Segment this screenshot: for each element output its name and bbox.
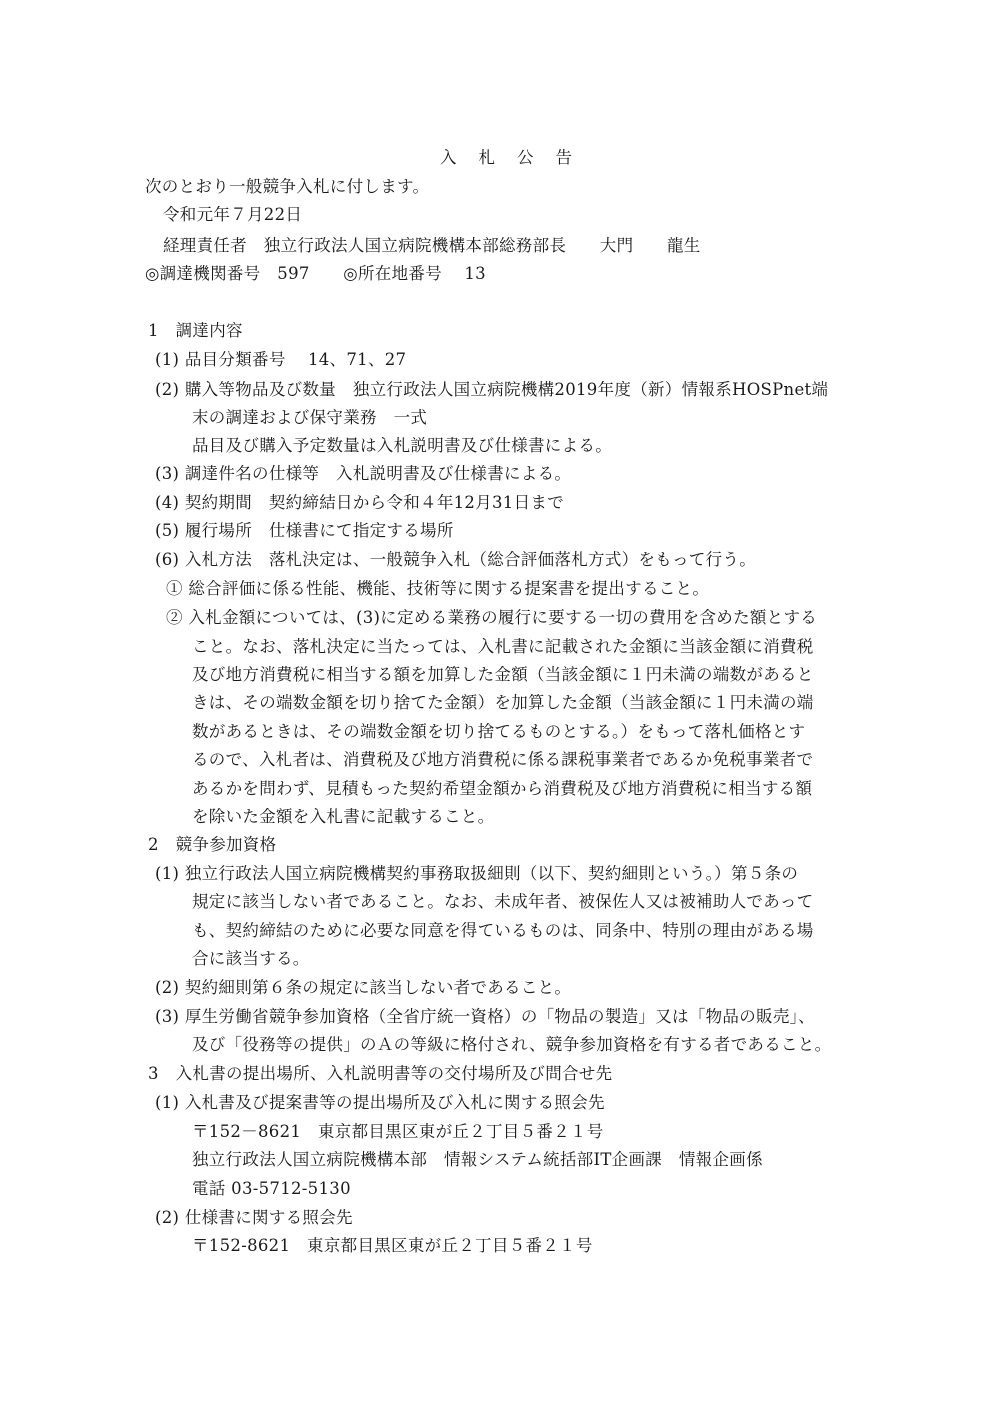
title-char: 入 [440, 148, 457, 167]
official-name: 経理責任者 独立行政法人国立病院機構本部総務部長 大門 龍生 [163, 236, 701, 255]
section-3-item-1: (1) 入札書及び提案書等の提出場所及び入札に関する照会先 [155, 1093, 605, 1112]
section-1-item-5: (5) 履行場所 仕様書にて指定する場所 [155, 521, 454, 540]
section-1-item-4: (4) 契約期間 契約締結日から令和４年12月31日まで [155, 493, 565, 512]
section-2-heading: 2 競争参加資格 [148, 835, 277, 854]
section-2-item-3-cont: 及び「役務等の提供」のＡの等級に格付され、競争参加資格を有する者であること。 [192, 1035, 832, 1054]
section-1-subitem-2-cont: を除いた金額を入札書に記載すること。 [192, 807, 495, 826]
section-2-item-1-cont: 合に該当する。 [192, 949, 310, 968]
section-1-subitem-2-cont: 及び地方消費税に相当する額を加算した金額（当該金額に１円未満の端数があると [192, 665, 814, 684]
section-2-item-1-cont: 規定に該当しない者であること。なお、未成年者、被保佐人又は被補助人であって [192, 892, 814, 911]
section-1-item-2: (2) 購入等物品及び数量 独立行政法人国立病院機構2019年度（新）情報系HOSPnet端 [155, 380, 829, 399]
section-2-item-3: (3) 厚生労働省競争参加資格（全省庁統一資格）の「物品の製造」又は「物品の販売」、 [155, 1007, 815, 1026]
section-1-subitem-2: ② 入札金額については、(3)に定める業務の履行に要する一切の費用を含めた額とする [166, 608, 818, 627]
section-1-subitem-2-cont: あるかを問わず、見積もった契約希望金額から消費税及び地方消費税に相当する額 [192, 779, 813, 798]
section-2-item-2: (2) 契約細則第６条の規定に該当しない者であること。 [155, 978, 572, 997]
section-1-item-1: (1) 品目分類番号 14、71、27 [155, 350, 407, 369]
section-1-subitem-2-cont: るので、入札者は、消費税及び地方消費税に係る課税事業者であるか免税事業者で [192, 750, 814, 769]
section-1-item-3: (3) 調達件名の仕様等 入札説明書及び仕様書による。 [155, 464, 572, 483]
title-char: 札 [478, 148, 495, 167]
section-1-item-6: (6) 入札方法 落札決定は、一般競争入札（総合評価落札方式）をもって行う。 [155, 550, 757, 569]
title-char: 告 [555, 148, 572, 167]
section-3-item-2: (2) 仕様書に関する照会先 [155, 1208, 353, 1227]
section-1-subitem-2-cont: こと。なお、落札決定に当たっては、入札書に記載された金額に当該金額に消費税 [192, 637, 814, 656]
intro-text: 次のとおり一般競争入札に付します。 [145, 177, 430, 196]
title-char: 公 [517, 148, 534, 167]
section-1-heading: 1 調達内容 [148, 321, 243, 340]
section-1-subitem-2-cont: きは、その端数金額を切り捨てた金額）を加算した金額（当該金額に１円未満の端 [192, 693, 814, 712]
section-1-subitem-1: ① 総合評価に係る性能、機能、技術等に関する提案書を提出すること。 [166, 579, 710, 598]
section-3-item-2-address: 〒152-8621 東京都目黒区東が丘２丁目５番２１号 [192, 1236, 593, 1255]
section-3-item-1-phone: 電話 03-5712-5130 [192, 1179, 351, 1198]
section-3-item-1-address: 〒152－8621 東京都目黒区東が丘２丁目５番２１号 [192, 1122, 604, 1141]
section-1-item-2-note: 品目及び購入予定数量は入札説明書及び仕様書による。 [192, 436, 612, 455]
notice-date: 令和元年７月22日 [163, 205, 303, 224]
section-2-item-1-cont: も、契約締結のために必要な同意を得ているものは、同条中、特別の理由がある場 [192, 921, 814, 940]
page-title [440, 148, 594, 168]
agency-codes: ◎調達機関番号 597 ◎所在地番号 13 [145, 264, 486, 283]
section-1-item-2-cont: 末の調達および保守業務 一式 [192, 408, 428, 427]
section-2-item-1: (1) 独立行政法人国立病院機構契約事務取扱細則（以下、契約細則という。）第５条の [155, 864, 799, 883]
section-1-subitem-2-cont: 数があるときは、その端数金額を切り捨てるものとする。）をもって落札価格とす [192, 722, 806, 741]
section-3-item-1-org: 独立行政法人国立病院機構本部 情報システム統括部IT企画課 情報企画係 [192, 1150, 763, 1169]
section-3-heading: 3 入札書の提出場所、入札説明書等の交付場所及び問合せ先 [148, 1064, 613, 1083]
